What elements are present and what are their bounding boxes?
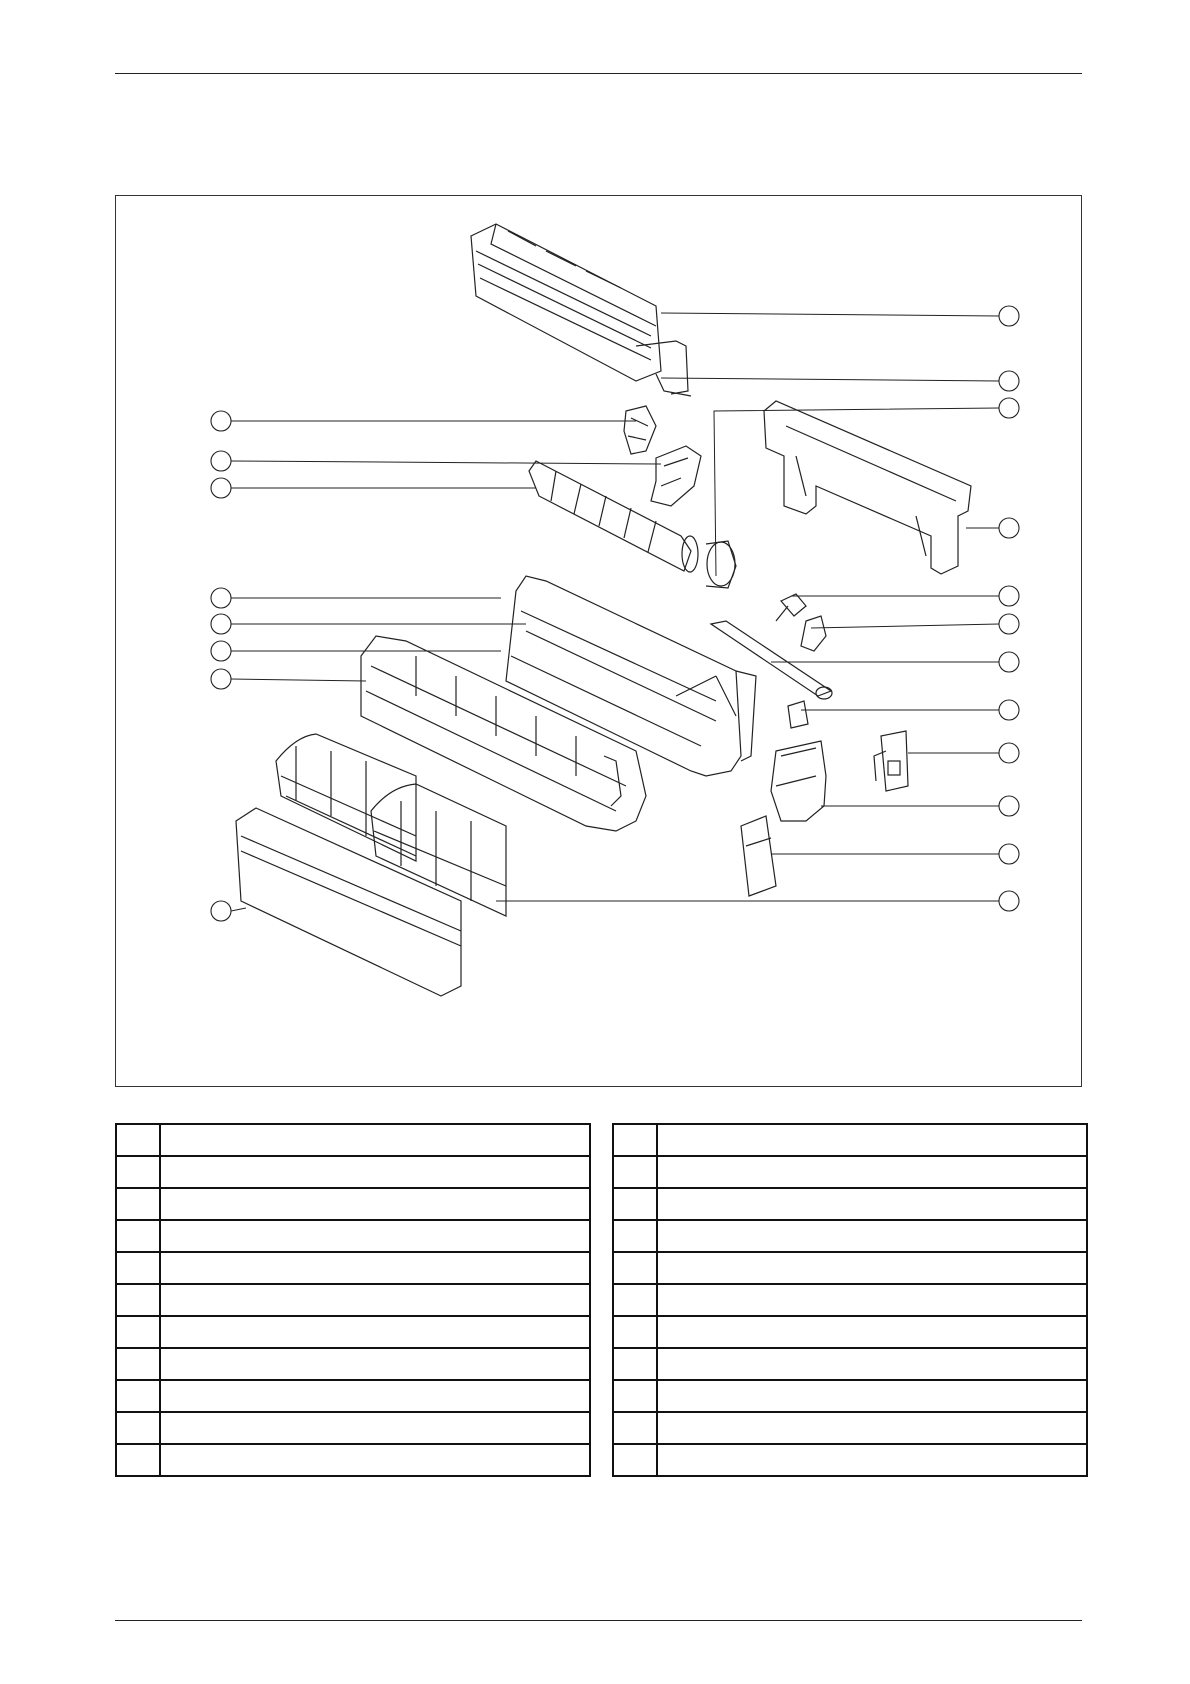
part-description-cell	[160, 1348, 590, 1380]
callout-circle	[211, 901, 231, 921]
drain-hose	[711, 621, 832, 699]
mounting-plate	[764, 401, 971, 574]
part-description-cell	[160, 1220, 590, 1252]
callout-circle	[999, 586, 1019, 606]
part-description-cell	[160, 1188, 590, 1220]
parts-table-left	[115, 1123, 591, 1477]
leader-line	[231, 461, 661, 464]
parts-table-right	[612, 1123, 1088, 1477]
part-number-cell	[116, 1252, 160, 1284]
footer-rule	[115, 1620, 1082, 1621]
part-description-cell	[160, 1444, 590, 1476]
part-description-cell	[657, 1220, 1087, 1252]
callout-circle	[211, 478, 231, 498]
part-description-cell	[160, 1316, 590, 1348]
parts-row	[613, 1348, 1087, 1380]
part-number-cell	[613, 1284, 657, 1316]
part-number-cell	[116, 1412, 160, 1444]
callout-circle	[211, 451, 231, 471]
part-number-cell	[613, 1188, 657, 1220]
parts-row	[116, 1284, 590, 1316]
parts-row	[613, 1412, 1087, 1444]
parts-row	[116, 1380, 590, 1412]
part-number-cell	[116, 1284, 160, 1316]
part-description-cell	[160, 1124, 590, 1156]
leader-line	[661, 313, 999, 316]
fan-motor	[706, 541, 736, 588]
callout-circle	[999, 652, 1019, 672]
callout-circle	[999, 743, 1019, 763]
callout-circle	[211, 641, 231, 661]
control-box	[771, 741, 826, 821]
part-description-cell	[160, 1380, 590, 1412]
parts-row	[613, 1316, 1087, 1348]
callout-circle	[211, 411, 231, 431]
evaporator-coil	[471, 224, 691, 396]
callouts-right	[999, 306, 1019, 911]
exploded-view-drawing	[116, 196, 1083, 1088]
part-description-cell	[160, 1156, 590, 1188]
part-description-cell	[160, 1252, 590, 1284]
exploded-view-diagram	[115, 195, 1082, 1087]
part-description-cell	[657, 1284, 1087, 1316]
parts-row	[613, 1380, 1087, 1412]
callout-circle	[999, 614, 1019, 634]
cross-flow-fan	[529, 461, 698, 572]
part-description-cell	[657, 1188, 1087, 1220]
parts-row	[613, 1188, 1087, 1220]
part-number-cell	[116, 1156, 160, 1188]
part-number-cell	[116, 1444, 160, 1476]
parts-row	[613, 1156, 1087, 1188]
leader-line	[231, 908, 246, 911]
parts-row	[613, 1124, 1087, 1156]
part-description-cell	[657, 1124, 1087, 1156]
leader-line	[714, 408, 999, 576]
part-number-cell	[613, 1220, 657, 1252]
part-number-cell	[116, 1380, 160, 1412]
parts-row	[613, 1284, 1087, 1316]
part-number-cell	[613, 1348, 657, 1380]
callout-circle	[999, 796, 1019, 816]
callout-circle	[999, 700, 1019, 720]
coil-bracket	[624, 406, 656, 454]
part-description-cell	[657, 1380, 1087, 1412]
parts-row	[116, 1412, 590, 1444]
pcb-assembly	[874, 731, 908, 791]
parts-row	[116, 1124, 590, 1156]
callout-circle	[999, 891, 1019, 911]
part-description-cell	[657, 1316, 1087, 1348]
part-description-cell	[657, 1348, 1087, 1380]
part-number-cell	[116, 1188, 160, 1220]
part-description-cell	[657, 1252, 1087, 1284]
parts-row	[613, 1220, 1087, 1252]
callout-circle	[211, 588, 231, 608]
air-filter-right	[371, 784, 506, 916]
parts-row	[116, 1156, 590, 1188]
chassis	[506, 576, 756, 776]
side-holder	[651, 446, 701, 506]
parts-row	[613, 1444, 1087, 1476]
part-number-cell	[116, 1316, 160, 1348]
part-number-cell	[613, 1316, 657, 1348]
part-number-cell	[613, 1252, 657, 1284]
callout-circle	[999, 398, 1019, 418]
callouts-left	[211, 411, 231, 921]
part-number-cell	[613, 1412, 657, 1444]
parts-row	[613, 1252, 1087, 1284]
parts-row	[116, 1444, 590, 1476]
leader-line	[811, 624, 999, 628]
part-description-cell	[160, 1284, 590, 1316]
callout-circle	[999, 518, 1019, 538]
part-description-cell	[657, 1444, 1087, 1476]
sensor-holder	[788, 701, 808, 728]
leader-line	[231, 679, 366, 681]
parts-row	[116, 1316, 590, 1348]
part-number-cell	[613, 1444, 657, 1476]
part-number-cell	[613, 1380, 657, 1412]
callout-circle	[211, 669, 231, 689]
front-grille	[236, 808, 461, 996]
terminal-cover	[741, 816, 776, 896]
parts-row	[116, 1188, 590, 1220]
leader-line	[661, 378, 999, 381]
air-filter-left	[276, 734, 416, 861]
callout-circle	[999, 844, 1019, 864]
part-description-cell	[657, 1156, 1087, 1188]
part-number-cell	[116, 1124, 160, 1156]
header-rule	[115, 73, 1082, 74]
parts-row	[116, 1348, 590, 1380]
part-number-cell	[613, 1124, 657, 1156]
part-number-cell	[116, 1348, 160, 1380]
parts-row	[116, 1220, 590, 1252]
callout-circle	[999, 371, 1019, 391]
callout-circle	[211, 614, 231, 634]
front-panel-body	[361, 636, 646, 831]
part-number-cell	[116, 1220, 160, 1252]
part-description-cell	[160, 1412, 590, 1444]
stepping-motor	[776, 594, 806, 621]
callout-circle	[999, 306, 1019, 326]
motor-holder	[801, 616, 826, 651]
parts-row	[116, 1252, 590, 1284]
part-number-cell	[613, 1156, 657, 1188]
part-description-cell	[657, 1412, 1087, 1444]
